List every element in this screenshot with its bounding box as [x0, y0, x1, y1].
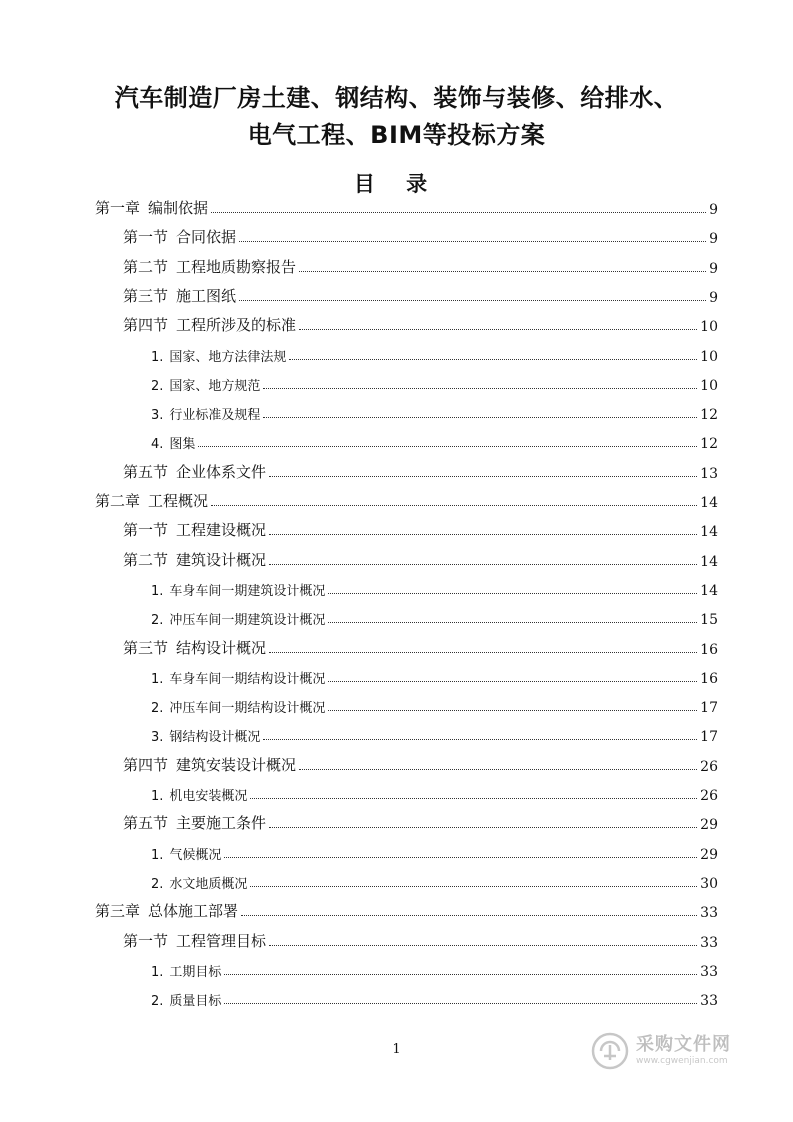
toc-entry[interactable] [151, 372, 718, 394]
toc-entry-number: 1. [151, 584, 164, 599]
toc-entry[interactable] [151, 577, 718, 599]
toc-entry-page: 14 [700, 554, 718, 570]
toc-entry[interactable] [95, 489, 718, 511]
toc-entry[interactable] [151, 841, 718, 863]
toc-entry-label [151, 609, 325, 628]
toc-leader-dots [269, 475, 697, 477]
toc-entry-label [151, 785, 247, 804]
toc-entry[interactable] [151, 665, 718, 687]
toc-entry-page: 10 [700, 319, 718, 335]
toc-leader-dots [299, 270, 706, 272]
toc-entry-number: 1. [151, 789, 164, 804]
toc-entry-number: 第一章 [95, 199, 141, 217]
toc-entry-text: 水文地质概况 [169, 877, 248, 892]
toc-entry-label [123, 754, 296, 775]
toc-entry[interactable] [123, 518, 718, 540]
toc-entry-number: 第三章 [95, 902, 141, 920]
toc-entry[interactable] [151, 723, 718, 745]
toc-heading: 目 录 [353, 172, 440, 196]
toc-entry-number: 第一节 [123, 932, 169, 950]
toc-entry[interactable] [123, 284, 718, 306]
toc-entry[interactable] [123, 255, 718, 277]
toc-entry-text: 工程概况 [148, 492, 209, 510]
toc-entry-page: 9 [709, 202, 718, 218]
toc-entry-text: 工期目标 [169, 965, 222, 980]
toc-entry-text: 国家、地方规范 [169, 379, 261, 394]
toc-entry-text: 冲压车间一期结构设计概况 [169, 701, 326, 716]
toc-entry-text: 冲压车间一期建筑设计概况 [169, 613, 326, 628]
page-number: 1 [392, 1042, 401, 1057]
toc-entry-page: 30 [700, 876, 718, 892]
toc-entry-page: 33 [700, 905, 718, 921]
cgwenjian-logo-icon [590, 1031, 630, 1071]
toc-entry-number: 第五节 [123, 463, 169, 481]
toc-entry[interactable] [151, 782, 718, 804]
toc-entry-number: 第三节 [123, 287, 169, 305]
toc-entry-page: 9 [709, 231, 718, 247]
toc-entry-page: 14 [700, 524, 718, 540]
toc-leader-dots [269, 651, 697, 653]
toc-entry-number: 第四节 [123, 756, 169, 774]
toc-entry-label [123, 519, 266, 540]
watermark-url: www.cgwenjian.com [636, 1056, 728, 1066]
toc-leader-dots [224, 1002, 697, 1004]
toc-entry-number: 第五节 [123, 814, 169, 832]
toc-entry-page: 33 [700, 935, 718, 951]
toc-entry-label [123, 226, 236, 247]
toc-entry-number: 第三节 [123, 639, 169, 657]
toc-entry-text: 气候概况 [169, 848, 222, 863]
toc-entry[interactable] [151, 343, 718, 365]
watermark [590, 1028, 760, 1074]
toc-entry-text: 机电安装概况 [169, 789, 248, 804]
toc-entry-page: 17 [700, 700, 718, 716]
toc-entry-text: 建筑设计概况 [176, 551, 267, 569]
toc-entry-label [151, 404, 260, 423]
toc-leader-dots [250, 885, 697, 887]
toc-entry-label [151, 668, 325, 687]
toc-entry-number: 第一节 [123, 228, 169, 246]
toc-entry-page: 29 [700, 847, 718, 863]
toc-entry-number: 第四节 [123, 316, 169, 334]
toc-entry-text: 钢结构设计概况 [169, 730, 261, 745]
toc-leader-dots [198, 445, 697, 447]
toc-entry-number: 1. [151, 672, 164, 687]
toc-entry-text: 行业标准及规程 [169, 408, 261, 423]
toc-entry-number: 2. [151, 877, 164, 892]
toc-entry-page: 15 [700, 612, 718, 628]
toc-entry-text: 工程建设概况 [176, 521, 267, 539]
toc-entry-label [123, 812, 266, 833]
toc-entry-number: 2. [151, 379, 164, 394]
toc-entry-page: 33 [700, 993, 718, 1009]
watermark-name: 采购文件网 [636, 1034, 731, 1055]
toc-entry[interactable] [151, 694, 718, 716]
toc-entry-text: 工程地质勘察报告 [176, 258, 297, 276]
toc-entry-number: 2. [151, 701, 164, 716]
toc-entry-text: 工程管理目标 [176, 932, 267, 950]
toc-entry-label [151, 844, 221, 863]
toc-entry-number: 第二章 [95, 492, 141, 510]
toc-entry-page: 17 [700, 729, 718, 745]
toc-leader-dots [269, 944, 697, 946]
toc-leader-dots [328, 621, 697, 623]
toc-entry-label [123, 256, 296, 277]
toc-entry-text: 建筑安装设计概况 [176, 756, 297, 774]
toc-entry[interactable] [123, 225, 718, 247]
toc-leader-dots [299, 328, 697, 330]
toc-entry[interactable] [123, 929, 718, 951]
toc-entry-text: 施工图纸 [176, 287, 237, 305]
toc-entry-text: 工程所涉及的标准 [176, 316, 297, 334]
toc-entry[interactable] [151, 430, 718, 452]
toc-entry-page: 26 [700, 788, 718, 804]
toc-entry-label [123, 549, 266, 570]
toc-entry-number: 3. [151, 730, 164, 745]
toc-leader-dots [269, 533, 697, 535]
toc-entry-label [123, 314, 296, 335]
toc-entry-number: 3. [151, 408, 164, 423]
toc-entry[interactable] [151, 606, 718, 628]
toc-leader-dots [263, 416, 697, 418]
toc-entry-page: 26 [700, 759, 718, 775]
toc-entry-number: 1. [151, 965, 164, 980]
toc-entry-label [123, 461, 266, 482]
toc-entry-page: 33 [700, 964, 718, 980]
toc-entry-page: 13 [700, 466, 718, 482]
toc-entry-page: 14 [700, 495, 718, 511]
toc-leader-dots [224, 856, 697, 858]
toc-entry[interactable] [123, 811, 718, 833]
toc-leader-dots [263, 738, 697, 740]
toc-leader-dots [239, 299, 706, 301]
toc-entry-text: 企业体系文件 [176, 463, 267, 481]
toc-entry-page: 10 [700, 349, 718, 365]
toc-entry-page: 9 [709, 261, 718, 277]
toc-leader-dots [250, 797, 697, 799]
toc-entry-text: 质量目标 [169, 994, 222, 1009]
toc-entry-label [95, 490, 208, 511]
toc-entry[interactable] [123, 753, 718, 775]
toc-entry-page: 9 [709, 290, 718, 306]
toc-leader-dots [328, 680, 697, 682]
toc-leader-dots [269, 563, 697, 565]
toc-entry-label [151, 990, 221, 1009]
toc-entry[interactable] [95, 899, 718, 921]
toc-entry-page: 14 [700, 583, 718, 599]
toc-entry-text: 合同依据 [176, 228, 237, 246]
toc-entry-number: 第二节 [123, 258, 169, 276]
toc-entry[interactable] [123, 313, 718, 335]
toc-leader-dots [263, 387, 697, 389]
toc-entry[interactable] [151, 987, 718, 1009]
toc-entry[interactable] [151, 401, 718, 423]
toc-entry-text: 结构设计概况 [176, 639, 267, 657]
toc-entry-page: 10 [700, 378, 718, 394]
toc-leader-dots [224, 973, 697, 975]
toc-entry-label [95, 197, 208, 218]
toc-entry-label [151, 375, 260, 394]
toc-entry-number: 4. [151, 437, 164, 452]
toc-entry-label [123, 637, 266, 658]
toc-entry[interactable] [95, 196, 718, 218]
toc-leader-dots [211, 504, 697, 506]
toc-entry[interactable] [151, 958, 718, 980]
toc-entry-page: 12 [700, 436, 718, 452]
toc-leader-dots [241, 914, 697, 916]
toc-entry-page: 12 [700, 407, 718, 423]
toc-entry[interactable] [123, 460, 718, 482]
toc-leader-dots [269, 826, 697, 828]
toc-entry-page: 16 [700, 671, 718, 687]
toc-entry-label [123, 285, 236, 306]
toc-entry-label [95, 900, 238, 921]
toc-leader-dots [328, 709, 697, 711]
toc-entry-text: 图集 [169, 437, 196, 452]
toc-entry-text: 主要施工条件 [176, 814, 267, 832]
document-title-line-2: 电气工程、BIM等投标方案 [247, 121, 546, 149]
toc-leader-dots [239, 240, 706, 242]
toc-leader-dots [299, 768, 697, 770]
toc-entry-label [151, 346, 286, 365]
toc-entry-number: 第一节 [123, 521, 169, 539]
toc-entry-page: 16 [700, 642, 718, 658]
toc-leader-dots [211, 211, 706, 213]
toc-entry-label [151, 433, 195, 452]
toc-entry[interactable] [123, 636, 718, 658]
toc-entry-label [151, 726, 260, 745]
toc-entry-text: 总体施工部署 [148, 902, 239, 920]
toc-entry-number: 1. [151, 848, 164, 863]
toc-entry-text: 车身车间一期建筑设计概况 [169, 584, 326, 599]
toc-entry-label [151, 580, 325, 599]
toc-entry-label [151, 961, 221, 980]
toc-entry-label [123, 930, 266, 951]
toc-entry-number: 1. [151, 350, 164, 365]
toc-entry-label [151, 697, 325, 716]
toc-leader-dots [289, 358, 697, 360]
toc-entry-text: 国家、地方法律法规 [169, 350, 287, 365]
toc-entry-label [151, 873, 247, 892]
toc-entry-number: 2. [151, 613, 164, 628]
toc-entry-text: 编制依据 [148, 199, 209, 217]
toc-entry-text: 车身车间一期结构设计概况 [169, 672, 326, 687]
toc-entry[interactable] [123, 548, 718, 570]
document-title-line-1: 汽车制造厂房土建、钢结构、装饰与装修、给排水、 [114, 84, 679, 112]
toc-entry[interactable] [151, 870, 718, 892]
toc-entry-page: 29 [700, 817, 718, 833]
toc-entry-number: 2. [151, 994, 164, 1009]
toc-entry-number: 第二节 [123, 551, 169, 569]
toc-leader-dots [328, 592, 697, 594]
